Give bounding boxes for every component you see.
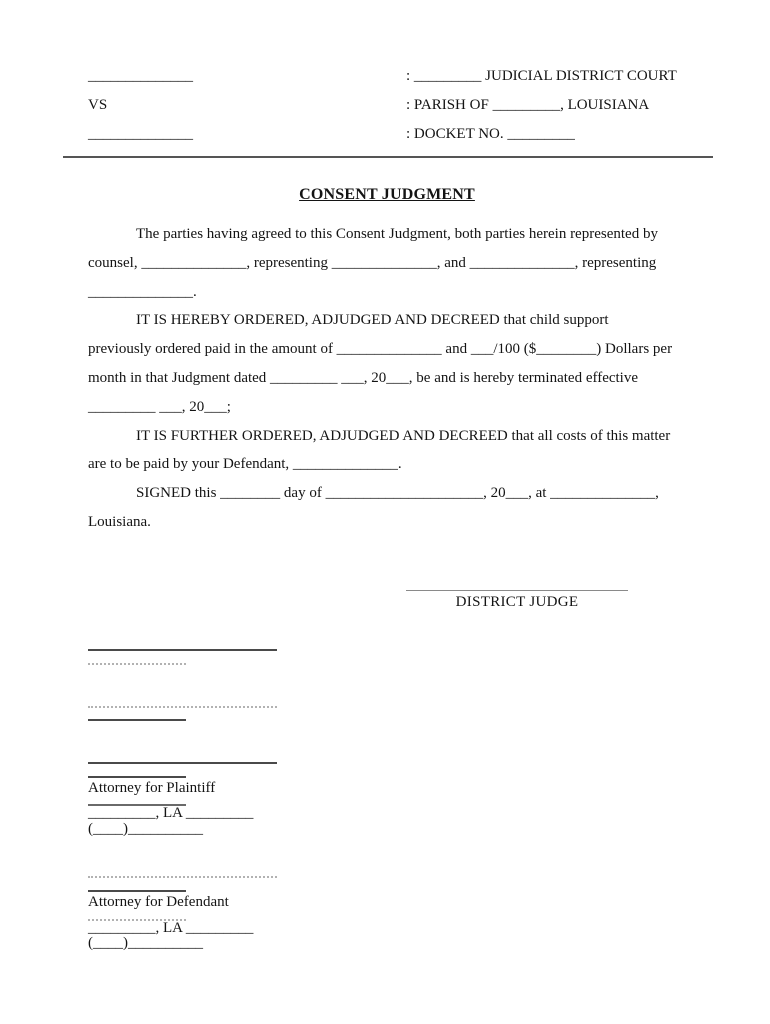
signature-name-line bbox=[88, 663, 186, 665]
city-state-zip-line: _________, LA _________ bbox=[88, 805, 254, 822]
city-state-zip-line: _________, LA _________ bbox=[88, 919, 254, 936]
body-line: _________ ___, 20___; bbox=[88, 398, 231, 415]
paragraph-ordered-decreed bbox=[88, 306, 686, 421]
signature-line bbox=[88, 762, 277, 764]
parish-line: : PARISH OF _________, LOUISIANA bbox=[406, 97, 650, 113]
attorney-defendant-label: Attorney for Defendant bbox=[88, 894, 229, 911]
paragraph-parties bbox=[88, 220, 686, 306]
signature-blank-group-2 bbox=[88, 706, 686, 721]
caption-row-plaintiff bbox=[88, 62, 686, 91]
document-body bbox=[88, 220, 686, 537]
paragraph-further-ordered bbox=[88, 422, 686, 480]
signature-name-line bbox=[88, 719, 186, 721]
body-line: The parties having agreed to this Consent Judgment, both parties herein represented by bbox=[136, 226, 658, 242]
body-line: previously ordered paid in the amount of ______________ and ___/100 ($________) Dollars per bbox=[88, 341, 673, 358]
court-name-line: : _________ JUDICIAL DISTRICT COURT bbox=[406, 68, 677, 84]
body-line: ______________. bbox=[88, 283, 197, 300]
body-line: counsel, ______________, representing ______________, and ______________, representing bbox=[88, 254, 657, 271]
caption-row-defendant bbox=[88, 120, 686, 149]
attorney-plaintiff-block bbox=[88, 762, 686, 838]
caption-divider-rule bbox=[63, 156, 713, 158]
signature-line bbox=[88, 706, 277, 708]
judge-signature-label: DISTRICT JUDGE bbox=[455, 593, 579, 610]
body-line: IT IS FURTHER ORDERED, ADJUDGED AND DECREED that all costs of this matter bbox=[136, 427, 671, 444]
signature-line bbox=[88, 649, 277, 651]
document-content bbox=[88, 0, 686, 952]
body-line: IT IS HEREBY ORDERED, ADJUDGED AND DECREED that child support bbox=[136, 312, 609, 329]
body-line: SIGNED this ________ day of _____________________, 20___, at ______________, bbox=[136, 485, 659, 502]
defendant-name-blank: ______________ bbox=[88, 126, 193, 142]
signature-line bbox=[88, 876, 277, 878]
phone-number-line: (____)__________ bbox=[88, 935, 203, 952]
paragraph-signed bbox=[88, 479, 686, 537]
vs-label: VS bbox=[88, 97, 108, 113]
signature-blank-group-1 bbox=[88, 649, 686, 665]
docket-number-line: : DOCKET NO. _________ bbox=[406, 126, 575, 142]
attorney-defendant-block bbox=[88, 876, 686, 952]
document-title: CONSENT JUDGMENT bbox=[299, 186, 475, 203]
body-line: month in that Judgment dated _________ ___, 20___, be and is hereby terminated effective bbox=[88, 369, 639, 386]
judge-signature-block bbox=[406, 590, 628, 611]
plaintiff-name-blank: ______________ bbox=[88, 68, 193, 84]
case-caption bbox=[88, 62, 686, 158]
attorney-plaintiff-label: Attorney for Plaintiff bbox=[88, 779, 216, 796]
phone-number-line: (____)__________ bbox=[88, 820, 203, 837]
body-line: Louisiana. bbox=[88, 513, 151, 530]
body-line: are to be paid by your Defendant, ______________. bbox=[88, 456, 402, 473]
caption-row-vs bbox=[88, 91, 686, 120]
